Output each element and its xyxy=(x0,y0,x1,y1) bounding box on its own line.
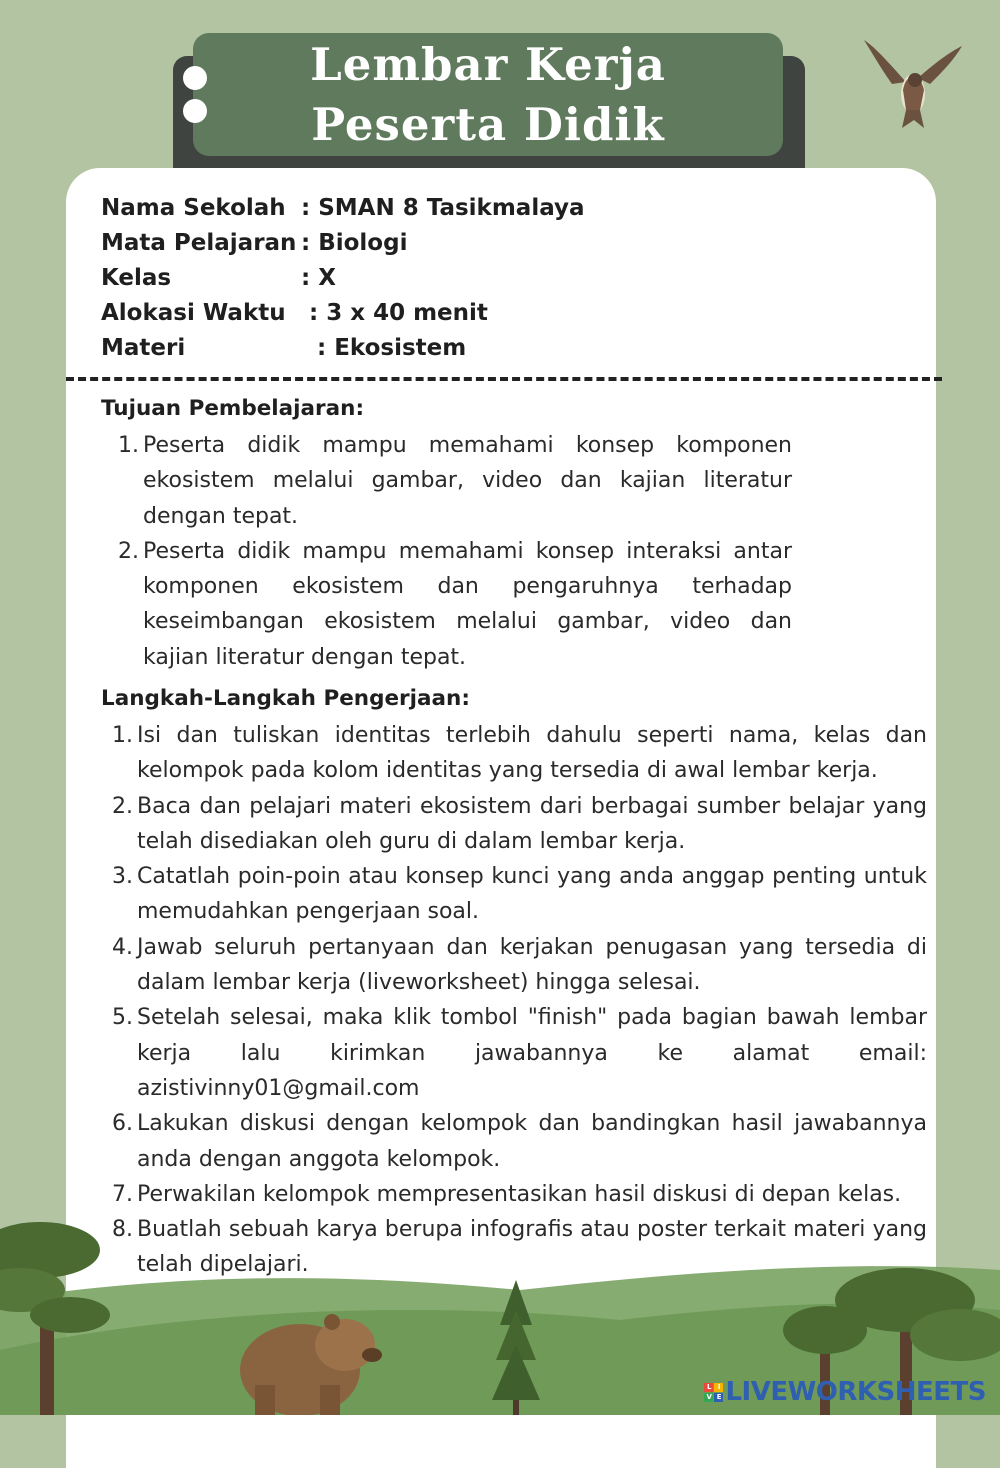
identity-row xyxy=(101,331,585,366)
logo-letter: E xyxy=(714,1393,723,1402)
item-text: Peserta didik mampu memahami konsep komponen ekosistem melalui gambar, video dan kajian literatur dengan tepat. xyxy=(143,433,792,529)
list-item xyxy=(112,859,927,930)
decor-dot xyxy=(183,66,207,90)
identity-row xyxy=(101,296,585,331)
item-text: Peserta didik mampu memahami konsep interaksi antar komponen ekosistem dan pengaruhnya terhadap keseimbangan ekosistem melalui gambar, video dan kajian literatur dengan tepat. xyxy=(143,538,792,670)
logo-letter: I xyxy=(714,1383,723,1392)
liveworksheets-logo xyxy=(704,1377,986,1407)
identity-value: : X xyxy=(301,265,336,291)
item-number: 1. xyxy=(112,723,133,748)
item-text: Catatlah poin-poin atau konsep kunci yang anda anggap penting untuk memudahkan pengerjaan soal. xyxy=(137,864,927,925)
liveworksheets-text: LIVEWORKSHEETS xyxy=(725,1377,986,1407)
item-text: Buatlah sebuah karya berupa infografis atau poster terkait materi yang telah dipelajari. xyxy=(137,1217,927,1278)
item-number: 8. xyxy=(112,1217,133,1243)
item-number: 3. xyxy=(112,864,133,890)
list-item xyxy=(118,534,792,675)
title-line-2: Peserta Didik xyxy=(311,97,665,151)
decor-dot xyxy=(183,99,207,123)
identity-label: Materi xyxy=(101,335,186,361)
item-text: Baca dan pelajari materi ekosistem dari berbagai sumber belajar yang telah disediakan oleh guru di dalam lembar kerja. xyxy=(137,793,927,854)
item-text: Lakukan diskusi dengan kelompok dan bandingkan hasil jawabannya anda dengan anggota kelompok. xyxy=(137,1111,927,1172)
logo-letter: V xyxy=(704,1393,713,1402)
item-text: Isi dan tuliskan identitas terlebih dahulu seperti nama, kelas dan kelompok pada kolom identitas yang tersedia di awal lembar kerja. xyxy=(137,723,927,784)
steps-heading: Langkah-Langkah Pengerjaan: xyxy=(101,686,470,711)
item-text: Perwakilan kelompok mempresentasikan hasil diskusi di depan kelas. xyxy=(137,1181,902,1207)
identity-row xyxy=(101,261,585,296)
identity-label: Alokasi Waktu xyxy=(101,300,286,326)
dashed-divider xyxy=(66,377,942,381)
identity-value: : 3 x 40 menit xyxy=(301,300,488,326)
objectives-heading: Tujuan Pembelajaran: xyxy=(101,396,365,421)
title-line-1: Lembar Kerja xyxy=(310,37,666,91)
identity-label: Mata Pelajaran xyxy=(101,230,297,256)
list-item xyxy=(112,789,927,860)
identity-row xyxy=(101,226,585,261)
item-text: Jawab seluruh pertanyaan dan kerjakan penugasan yang tersedia di dalam lembar kerja (liveworksheet) hingga selesai. xyxy=(137,934,927,996)
title-banner xyxy=(193,33,783,156)
item-number: 2. xyxy=(112,793,133,819)
logo-letter: L xyxy=(704,1383,713,1392)
identity-value: : SMAN 8 Tasikmalaya xyxy=(301,195,585,221)
identity-label: Nama Sekolah xyxy=(101,195,286,221)
identity-label: Kelas xyxy=(101,265,172,291)
item-text: Setelah selesai, maka klik tombol "finish" pada bagian bawah lembar kerja lalu kirimkan jawabannya ke alamat email: azistivinny01@gmail.com xyxy=(137,1005,927,1101)
item-number: 1. xyxy=(118,433,139,458)
item-number: 5. xyxy=(112,1005,133,1031)
identity-row xyxy=(101,191,585,226)
identity-section xyxy=(101,191,585,366)
item-number: 6. xyxy=(112,1111,133,1137)
identity-value: : Ekosistem xyxy=(301,335,467,361)
list-item xyxy=(112,718,927,789)
item-number: 7. xyxy=(112,1181,133,1207)
objectives-list xyxy=(118,428,792,675)
list-item xyxy=(112,1000,927,1106)
identity-value: : Biologi xyxy=(301,230,408,256)
list-item xyxy=(118,428,792,534)
falcon-icon xyxy=(858,32,968,132)
liveworksheets-mark-icon xyxy=(704,1383,723,1402)
forest-scene xyxy=(0,1150,1000,1415)
item-number: 2. xyxy=(118,538,139,564)
list-item xyxy=(112,930,927,1001)
item-number: 4. xyxy=(112,934,133,960)
